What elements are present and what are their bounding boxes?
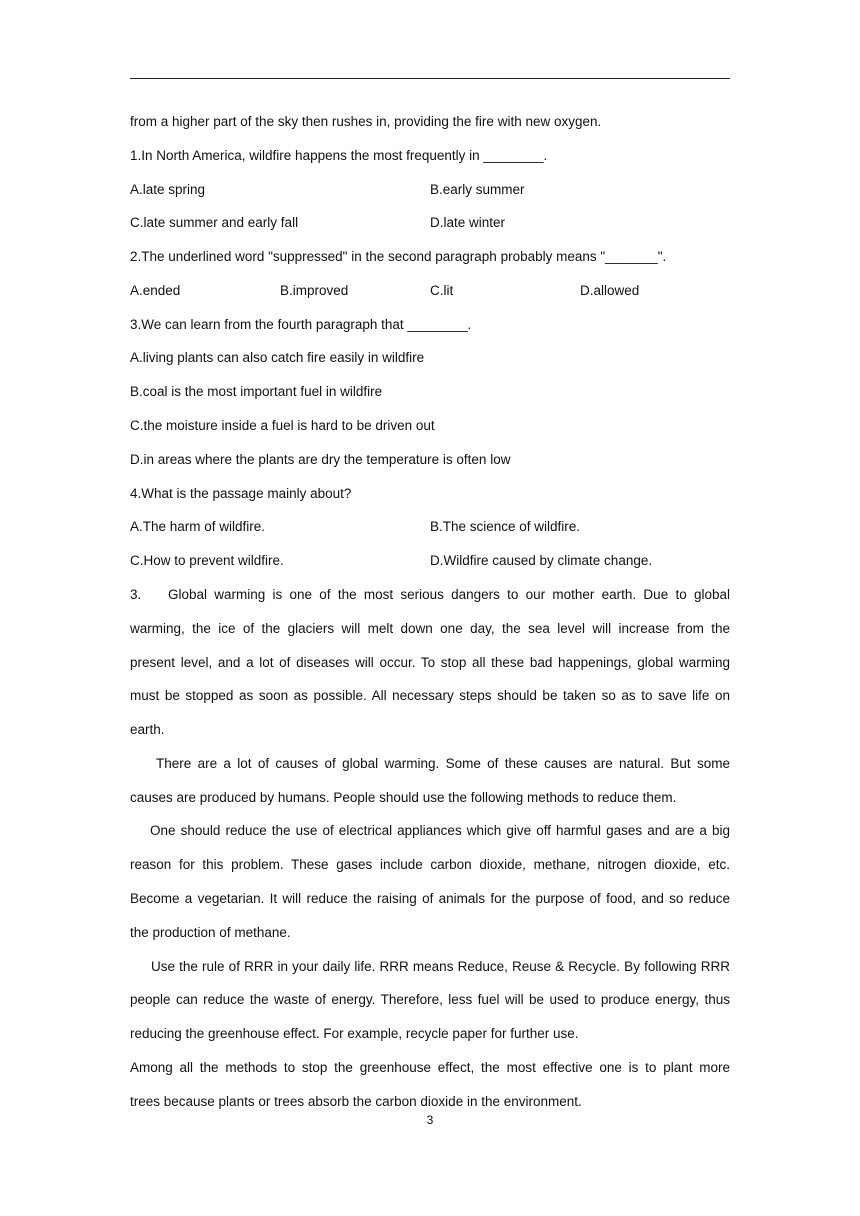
passage-line-16: trees because plants or trees absorb the carbon dioxide in the environment. xyxy=(130,1094,582,1109)
option-d: D.Wildfire caused by climate change. xyxy=(430,553,653,568)
question-4-options-row-2 xyxy=(130,552,730,570)
question-1-options-row-1 xyxy=(130,181,730,199)
question-4-stem: 4.What is the passage mainly about? xyxy=(130,486,352,501)
question-3-option-d: D.in areas where the plants are dry the temperature is often low xyxy=(130,452,511,467)
question-3-option-b: B.coal is the most important fuel in wildfire xyxy=(130,384,383,399)
question-3-option-c: C.the moisture inside a fuel is hard to be driven out xyxy=(130,418,435,433)
option-d: D.late winter xyxy=(430,215,506,230)
question-4-options-row-1 xyxy=(130,518,730,536)
passage-number: 3. xyxy=(130,587,142,602)
option-b: B.improved xyxy=(280,283,349,298)
page-number: 3 xyxy=(426,1113,434,1127)
passage-line-8: One should reduce the use of electrical appliances which give off harmful gases and are a big xyxy=(150,823,730,838)
passage-line-15: Among all the methods to stop the greenhouse effect, the most effective one is to plant more xyxy=(130,1060,730,1075)
passage-line-12: Use the rule of RRR in your daily life. RRR means Reduce, Reuse & Recycle. By following RRR xyxy=(151,959,730,974)
passage-line-6: There are a lot of causes of global warming. Some of these causes are natural. But some xyxy=(156,756,730,771)
passage-line-3: present level, and a lot of diseases will occur. To stop all these bad happenings, global warming xyxy=(130,655,730,670)
passage-line-13: people can reduce the waste of energy. Therefore, less fuel will be used to produce energy, thus xyxy=(130,992,730,1007)
passage-line-5: earth. xyxy=(130,722,165,737)
question-3-stem: 3.We can learn from the fourth paragraph that ________. xyxy=(130,317,472,332)
passage-line-10: Become a vegetarian. It will reduce the raising of animals for the purpose of food, and so reduce xyxy=(130,891,730,906)
option-a: A.ended xyxy=(130,283,181,298)
option-a: A.late spring xyxy=(130,182,206,197)
option-a: A.The harm of wildfire. xyxy=(130,519,266,534)
continuation-line: from a higher part of the sky then rushes in, providing the fire with new oxygen. xyxy=(130,114,602,129)
question-1-options-row-2 xyxy=(130,214,730,232)
option-c: C.lit xyxy=(430,283,454,298)
passage-line-2: warming, the ice of the glaciers will melt down one day, the sea level will increase from the xyxy=(130,621,730,636)
passage-line-11: the production of methane. xyxy=(130,925,291,940)
option-c: C.late summer and early fall xyxy=(130,215,299,230)
question-2-stem: 2.The underlined word "suppressed" in the second paragraph probably means "_______". xyxy=(130,249,667,264)
passage-line-4: must be stopped as soon as possible. All necessary steps should be taken so as to save life on xyxy=(130,688,730,703)
option-d: D.allowed xyxy=(580,283,640,298)
question-1-stem: 1.In North America, wildfire happens the most frequently in ________. xyxy=(130,148,548,163)
question-3-option-a: A.living plants can also catch fire easily in wildfire xyxy=(130,350,425,365)
option-b: B.early summer xyxy=(430,182,525,197)
option-c: C.How to prevent wildfire. xyxy=(130,553,284,568)
option-b: B.The science of wildfire. xyxy=(430,519,581,534)
header-rule xyxy=(130,78,730,79)
passage-line-9: reason for this problem. These gases include carbon dioxide, methane, nitrogen dioxide, etc. xyxy=(130,857,730,872)
passage-line-7: causes are produced by humans. People should use the following methods to reduce them. xyxy=(130,790,677,805)
passage-line-1: Global warming is one of the most serious dangers to our mother earth. Due to global xyxy=(168,587,730,602)
passage-line-14: reducing the greenhouse effect. For example, recycle paper for further use. xyxy=(130,1026,579,1041)
